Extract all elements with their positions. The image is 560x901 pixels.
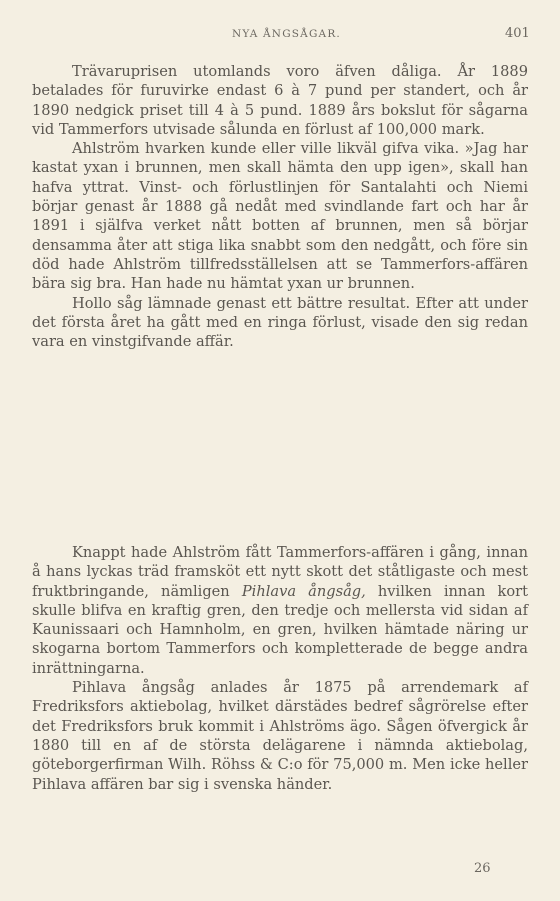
paragraph: Ahlström hvarken kunde eller ville likväl gifva vika. »Jag har kastat yxan i brunnen, men skall hämta den upp igen», skall han hafva yttrat. Vinst- och förlustlinjen för Santalahti och Niemi börjar genast år 1888 gå nedåt med svindlande fart och har år 1891 i själfva verket nått botten af brunnen, men så börjar densamma åter att stiga lika snabbt som den nedgått, och före sin död hade Ahlström tillfredsställelsen att se Tammerfors-affären bära sig bra. Han hade nu hämtat yxan ur brunnen. [32,140,528,293]
paragraph: Hollo såg lämnade genast ett bättre resultat. Efter att under det första året ha gått med en ringa förlust, visade den sig redan vara en vinstgifvande affär. [32,294,528,351]
paragraph: Trävaruprisen utomlands voro äfven dåliga. År 1889 betalades för furuvirke endast 6 à 7 pund per standert, och år 1890 nedgick priset till 4 à 5 pund. 1889 års bokslut för sågarna vid Tammerfors utvisade sålunda en förlust af 100,000 mark. [32,63,528,138]
text-section-2 [32,543,528,794]
page-header [0,26,560,46]
paragraph-text: Knappt hade Ahlström fått Tammerfors-affären i gång, innan å hans lyckas träd framsköt ett nytt skott det ståtligaste och mest fruktbringande, nämligen [32,544,528,600]
paragraph [32,543,528,678]
running-head: NYA ÅNGSÅGAR. [232,28,341,40]
italic-term: Pihlava ångsåg, [241,582,366,600]
page-number: 401 [505,26,530,41]
paragraph-text: hvilken innan kort skulle blifva en kraftig gren, den tredje och mellersta vid sidan af Kaunissaari och Hamnholm, en gren, hvilken hämtade näring ur skogarna bortom Tammerfors och kompletterade de begge andra inrättningarna. [32,582,529,677]
text-section-1 [32,62,528,351]
signature-mark: 26 [474,861,491,876]
paragraph: Pihlava ångsåg anlades år 1875 på arrendemark af Fredriksfors aktiebolag, hvilket därstädes bedref sågrörelse efter det Fredriksfors bruk kommit i Ahlströms ägo. Sågen öfvergick år 1880 till en af de största delägarene i nämnda aktiebolag, göteborgerfirman Wilh. Röhss & C:o för 75,000 m. Men icke heller Pihlava affären bar sig i svenska händer. [32,679,528,793]
